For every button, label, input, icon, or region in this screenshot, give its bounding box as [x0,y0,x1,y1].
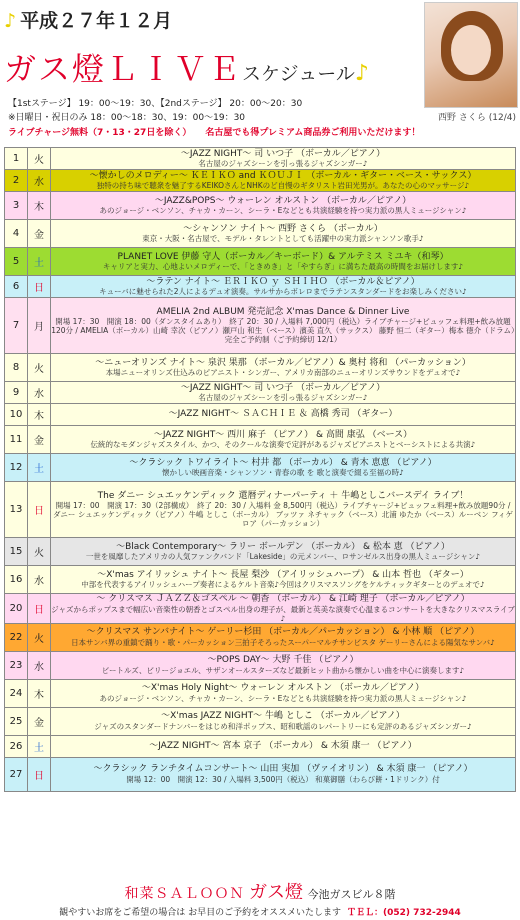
month-heading [4,6,172,33]
row-weekday: 木 [28,404,51,426]
event-title: 〜X'mas アイリッシュ ナイト〜 長屋 梨沙 （アイリッシュハープ） & 山本 哲也 （ギター） [97,569,469,580]
row-description [51,192,516,220]
row-description [51,757,516,791]
row-description [51,679,516,707]
event-title: 〜POPS DAY〜 大野 千佳 （ピアノ） [207,655,359,666]
row-date: 3 [5,192,28,220]
row-weekday: 土 [28,735,51,757]
event-detail: 東京・大阪・名古屋で、モデル・タレントとしても活躍中の実力派シャンソン歌手♪ [142,234,424,244]
row-date: 27 [5,757,28,791]
row-date: 8 [5,354,28,382]
schedule-row [5,170,516,192]
row-description [51,148,516,170]
schedule-row [5,735,516,757]
row-date: 23 [5,651,28,679]
row-weekday: 水 [28,170,51,192]
event-detail: 名古屋のジャズシーンを引っ張るジャズシンガー♪ [198,159,368,169]
event-detail: 開場 17：00 開演 17：30（2部構成） 終了 20：30 / 入場料 金 8,500円（税込）ライブチャージ+ビュッフェ料理+飲み放題90分 / ダニー シュエッケンディック（ピアノ）牛嶋 としこ（ボーカル） ブッツァ ネチャック（ベース）北浦 ゆたか（ベース）ルーベン フィゲロア（パーカッション） [52,501,514,529]
row-date: 25 [5,707,28,735]
event-title: 〜JAZZ&POPS〜 ウォーレン オルストン （ボーカル／ピアノ） [154,195,412,206]
row-date: 4 [5,220,28,248]
row-date: 20 [5,594,28,624]
event-detail: 一世を風靡したアメリカの人気ファンクバンド「Lakeside」の元メンバー、ロサンゼルス出身の黒人ミュージシャン♪ [85,552,481,562]
row-weekday: 日 [28,482,51,538]
row-date: 10 [5,404,28,426]
row-date: 6 [5,276,28,298]
row-weekday: 火 [28,538,51,566]
row-weekday: 火 [28,354,51,382]
row-description [51,482,516,538]
row-description [51,538,516,566]
row-description [51,298,516,354]
row-date: 12 [5,454,28,482]
row-date: 5 [5,248,28,276]
stage-times: 【1stステージ】 19：00〜19：30、【2ndステージ】 20：00〜20：30 [8,99,303,109]
event-title: 〜JAZZ NIGHT〜 宮本 京子 （ボーカル） & 木須 康一 （ピアノ） [149,740,417,751]
row-weekday: 土 [28,454,51,482]
row-description [51,566,516,594]
row-weekday: 月 [28,298,51,354]
music-note-icon-2: ♪ [354,61,371,86]
schedule-row [5,192,516,220]
event-title: 〜JAZZ NIGHT〜 ＳＡＣＨＩＥ ＆ 高橋 秀司 （ギター） [168,409,398,420]
page-header [0,0,520,148]
event-detail: ジャズからポップスまで幅広い音楽性の朝香とゴスペル出身の理子が、最新と英美な演奏で心温まるコンサートを大きなクリスマスライブ♪ [51,604,515,623]
event-title: 〜 クリスマス ＪＡＺＺ＆ゴスペル 〜 朝香 （ボーカル） & 江崎 理子 （ボーカル／ピアノ） [96,594,470,604]
row-weekday: 日 [28,276,51,298]
event-title: 〜クリスマス サンバナイト〜 ゲーリー杉田 （ボーカル／パーカッション） & 小林 順 （ピアノ） [86,627,480,638]
reservation-note [0,905,520,918]
event-title: 〜X'mas JAZZ NIGHT〜 牛嶋 としこ （ボーカル／ピアノ） [161,711,405,722]
event-title: The ダニー シュエッケンディック 還暦ディナーパーティ ＋ 牛嶋としこバースデイ ライブ！ [97,490,469,501]
schedule-row [5,566,516,594]
music-note-icon: ♪ [4,10,17,32]
event-detail: 中部を代表するアイリッシュハープ奏者によるケルト音楽♪今回はクリスマスソングをケルティックギターとのデュオで♪ [81,580,485,590]
holiday-times: ※日曜日・祝日のみ 18：00〜18：30、19：00〜19：30 [8,113,246,123]
schedule-table [4,147,516,792]
event-detail: ジャズのスタンダードナンバーをはじめ和洋ポップス、昭和歌謡のレパートリーにも定評のあるジャズシンガー♪ [94,722,472,732]
row-date: 22 [5,623,28,651]
row-date: 1 [5,148,28,170]
event-title: 〜Black Contemporary〜 ラリー ボールデン （ボーカル） & 松本 恵 （ピアノ） [116,541,450,552]
schedule-row [5,220,516,248]
event-detail: 懐かしい映画音楽・シャンソン・青春の歌 を 歌と演奏で綴る至福の時♪ [162,468,404,478]
row-weekday: 日 [28,594,51,624]
schedule-row [5,538,516,566]
nagoya-voucher-text: 名古屋でも得プレミアム商品券ご利用いただけます！ [205,128,421,138]
row-description [51,276,516,298]
row-weekday: 火 [28,623,51,651]
event-title: 〜クラシック トワイライト〜 村井 都 （ボーカル） & 青木 恵恵 （ピアノ） [129,457,437,468]
row-description [51,170,516,192]
row-weekday: 火 [28,148,51,170]
event-detail: 開場 17：30 開演 18：00（ダンスタイムあり） 終了 20：30 / 入場料 7,000円（税込）ライブチャージ+ビュッフェ料理+飲み放題120分 / AMELIA（ボーカル）山崎 幸次（ピアノ）瀬戸山 和生（ベース）濱美 直久（サックス） 藤野 恒二（ギター）梅本 徳介（ドラム）完全ご予約制（ご予約締切 12/1） [51,317,515,345]
row-date: 13 [5,482,28,538]
event-title: 〜ニューオリンズ ナイト〜 泉沢 果那 （ボーカル／ピアノ）& 奥村 将和 （パーカッション） [95,357,471,368]
row-weekday: 水 [28,566,51,594]
schedule-row [5,148,516,170]
schedule-row [5,382,516,404]
event-detail: 伝統的なモダンジャズスタイル、かつ、そのクールな演奏で定評があるジャズピアニストとベーシストによる共演♪ [90,440,476,450]
event-title: 〜ラテン ナイト〜 ＥＲＩＫＯ ｙ ＳＨＩＨＯ （ボーカル＆ピアノ） [146,276,420,287]
schedule-row [5,594,516,624]
schedule-row [5,651,516,679]
venue-location: 今池ガスビル８階 [307,888,396,901]
schedule-row [5,354,516,382]
event-title: 〜懐かしのメロディー〜 ＫＥＩＫＯ and ＫＯＵＪＩ （ボーカル・ギター・ベース・サックス） [89,170,477,181]
row-weekday: 金 [28,426,51,454]
row-description [51,454,516,482]
event-detail: 独特の持ち味で聴衆を魅了するKEIKOさんとNHKのど自慢のギタリスト岩田光男が。あなたの心のマッサージ♪ [96,181,470,191]
row-weekday: 金 [28,220,51,248]
event-title: 〜クラシック ランチタイムコンサート〜 山田 実加 （ヴァイオリン） & 木須 康一 （ピアノ） [93,764,473,775]
schedule-row [5,482,516,538]
event-title: 〜X'mas Holy Night〜 ウォーレン オルストン （ボーカル／ピアノ） [141,683,425,694]
event-title: 〜JAZZ NIGHT〜 司 いつ子 （ボーカル／ピアノ） [180,148,386,159]
schedule-row [5,276,516,298]
row-description [51,382,516,404]
event-detail: キューバに魅せられた2人によるデュオ演奏。サルサからボレロまでラテンスタンダードをお楽しみください♪ [99,287,467,297]
row-description [51,354,516,382]
telephone-link[interactable]: ＴＥＬ：(052) 732-2944 [347,908,461,918]
row-description [51,594,516,624]
event-title: PLANET LOVE 伊藤 守人（ボーカル／キーボード）& アルテミス ミユキ（和琴） [117,251,449,262]
row-weekday: 木 [28,192,51,220]
title-sub: スケジュール [242,63,355,85]
row-description [51,707,516,735]
event-detail: 名古屋のジャズシーンを引っ張るジャズシンガー♪ [198,393,368,403]
row-weekday: 日 [28,757,51,791]
row-description [51,220,516,248]
row-date: 9 [5,382,28,404]
event-detail: 本場ニューオリンズ仕込みのピアニスト・シンガー、アメリカ南部のニューオリンズサウンドをデュオで♪ [105,368,461,378]
page-title [4,44,371,90]
event-detail: キャリアと実力、心地よいメロディーで、「ときめき」と「やすらぎ」に満ちた最高の時間をお届けします♪ [102,262,464,272]
schedule-row [5,707,516,735]
event-detail: 開場 12：00 開演 12：30 / 入場料 3,500円（税込） 和菓御膳（わらび餅・1ドリンク）付 [126,775,440,785]
event-title: 〜シャンソン ナイト〜 西野 さくら （ボーカル） [183,223,383,234]
row-description [51,248,516,276]
event-detail: あのジョージ・ベンソン、チャカ・カーン、シーラ・Eなどとも共演経験を持つ実力派の黒人ミュージシャン♪ [99,206,467,216]
row-description [51,426,516,454]
artist-photo [424,2,518,108]
row-date: 7 [5,298,28,354]
row-weekday: 土 [28,248,51,276]
row-weekday: 金 [28,707,51,735]
page-footer [0,878,520,918]
event-detail: ビートルズ、ビリージョエル、サザンオールスターズなど最新ヒット曲から懐かしい曲を中心に演奏します♪ [101,666,465,676]
event-title: AMELIA 2nd ALBUM 発売記念 X'mas Dance & Dinner Live [156,306,410,317]
schedule-row [5,298,516,354]
row-weekday: 水 [28,651,51,679]
row-date: 11 [5,426,28,454]
charge-info [8,125,420,138]
row-date: 24 [5,679,28,707]
schedule-row [5,454,516,482]
row-description [51,735,516,757]
row-date: 15 [5,538,28,566]
row-weekday: 木 [28,679,51,707]
event-detail: あのジョージ・ベンソン、チャカ・カーン、シーラ・Eなどとも共演経験を持つ実力派の黒人ミュージシャン♪ [99,694,467,704]
event-title: 〜JAZZ NIGHT〜 司 いつ子 （ボーカル／ピアノ） [180,382,386,393]
event-detail: 日本サンバ界の重鎮で踊り・歌・パーカッション三拍子そろったスーパーマルチサンビスタ ゲーリーさんによる陽気なサンバ♪ [71,638,495,648]
row-description [51,623,516,651]
charge-text: ライブチャージ無料（7・13・27日を除く） [8,128,192,138]
venue-name [0,878,520,904]
photo-caption: 西野 さくら (12/4) [438,113,516,123]
schedule-row [5,679,516,707]
row-description [51,651,516,679]
event-title: 〜JAZZ NIGHT〜 西川 麻子 （ピアノ） & 高間 康弘 （ベース） [153,429,413,440]
schedule-row [5,623,516,651]
schedule-row [5,426,516,454]
reservation-text: 観やすいお席をご希望の場合は お早目のご予約をオススメいたします [59,908,342,918]
row-date: 16 [5,566,28,594]
row-weekday: 水 [28,382,51,404]
schedule-row [5,248,516,276]
row-description [51,404,516,426]
schedule-row [5,757,516,791]
schedule-row [5,404,516,426]
venue-prefix: 和菜ＳＡＬＯＯＮ [124,886,245,902]
date-text: 平成２７年１２月 [20,10,173,32]
row-date: 26 [5,735,28,757]
row-date: 2 [5,170,28,192]
title-main: ガス燈ＬＩＶＥ [4,50,243,88]
venue-logo-text: ガス燈 [249,882,303,903]
